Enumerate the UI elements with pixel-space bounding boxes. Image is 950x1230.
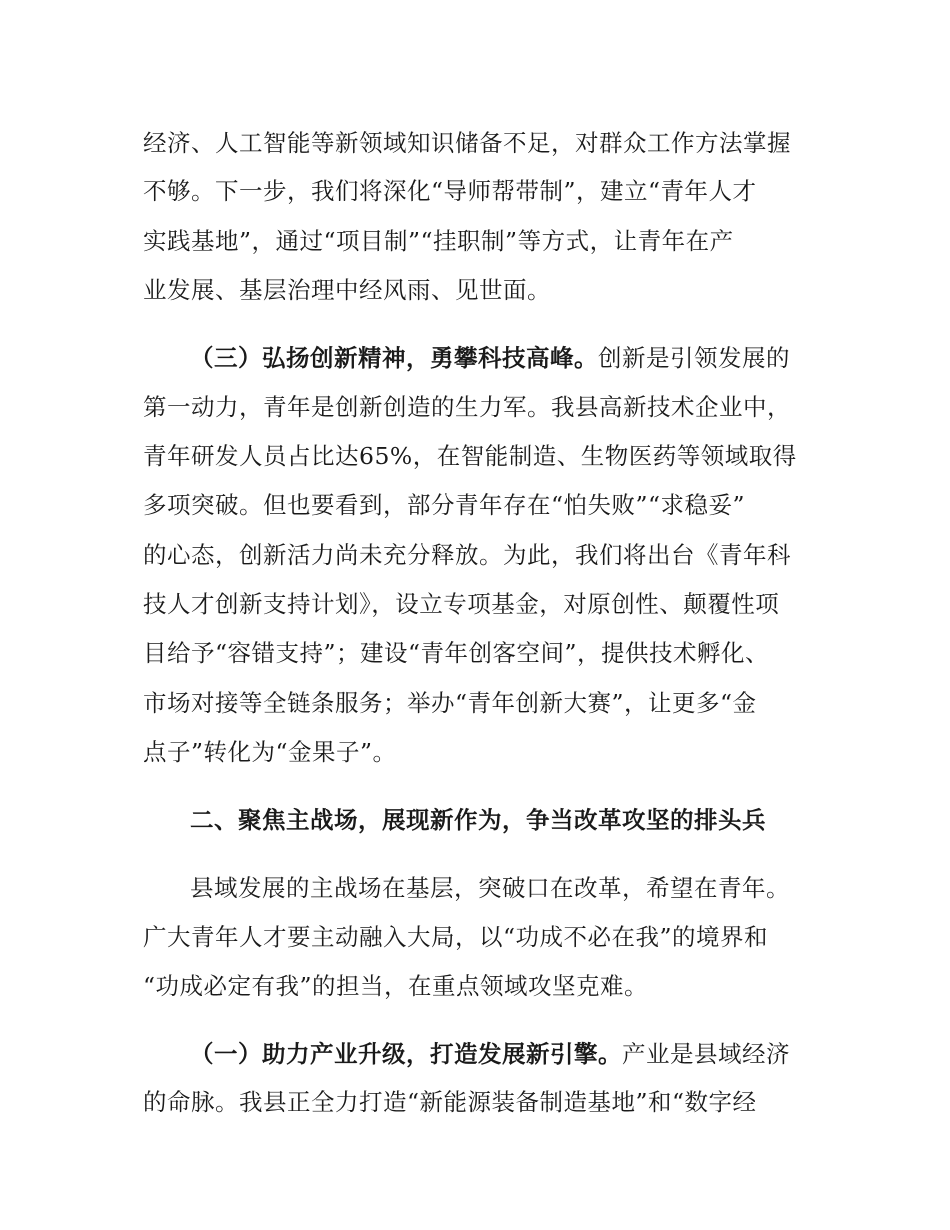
paragraph-line: 目给予“容错支持”；建设“青年创客空间”，提供技术孵化、 <box>143 639 770 667</box>
paragraph-line: 经济、人工智能等新领域知识储备不足，对群众工作方法掌握 <box>143 129 791 157</box>
paragraph-line: “功成必定有我”的担当，在重点领域攻坚克难。 <box>143 972 649 1000</box>
paragraph-line: 技人才创新支持计划》，设立专项基金，对原创性、颠覆性项 <box>143 590 780 618</box>
paragraph-line: 点子”转化为“金果子”。 <box>143 738 397 766</box>
paragraph-line: 的命脉。我县正全力打造“新能源装备制造基地”和“数字经 <box>143 1088 757 1116</box>
paragraph-line: 县域发展的主战场在基层，突破口在改革，希望在青年。 <box>190 874 790 902</box>
paragraph-line: 不够。下一步，我们将深化“导师帮带制”，建立“青年人才 <box>143 177 757 205</box>
paragraph-line: 实践基地”，通过“项目制”“挂职制”等方式，让青年在产 <box>143 227 734 255</box>
subsection-first-line <box>190 343 790 373</box>
section-heading: 二、聚焦主战场，展现新作为，争当改革攻坚的排头兵 <box>190 806 766 834</box>
subsection-title: （三）弘扬创新精神，勇攀科技高峰。 <box>190 344 598 372</box>
paragraph-line: 市场对接等全链条服务；举办“青年创新大赛”，让更多“金 <box>143 689 757 717</box>
subsection-lead-text: 创新是引领发展的 <box>598 344 790 372</box>
paragraph-line: 业发展、基层治理中经风雨、见世面。 <box>143 276 551 304</box>
subsection-first-line <box>190 1039 790 1069</box>
paragraph-line: 青年研发人员占比达65%，在智能制造、生物医药等领域取得 <box>143 442 797 470</box>
paragraph-line: 多项突破。但也要看到，部分青年存在“怕失败”“求稳妥” <box>143 491 746 519</box>
paragraph-line: 第一动力，青年是创新创造的生力军。我县高新技术企业中， <box>143 393 791 421</box>
paragraph-line: 广大青年人才要主动融入大局，以“功成不必在我”的境界和 <box>143 923 769 951</box>
subsection-title: （一）助力产业升级，打造发展新引擎。 <box>190 1040 622 1068</box>
subsection-lead-text: 产业是县域经济 <box>622 1040 790 1068</box>
paragraph-line: 的心态，创新活力尚未充分释放。为此，我们将出台《青年科 <box>143 541 791 569</box>
